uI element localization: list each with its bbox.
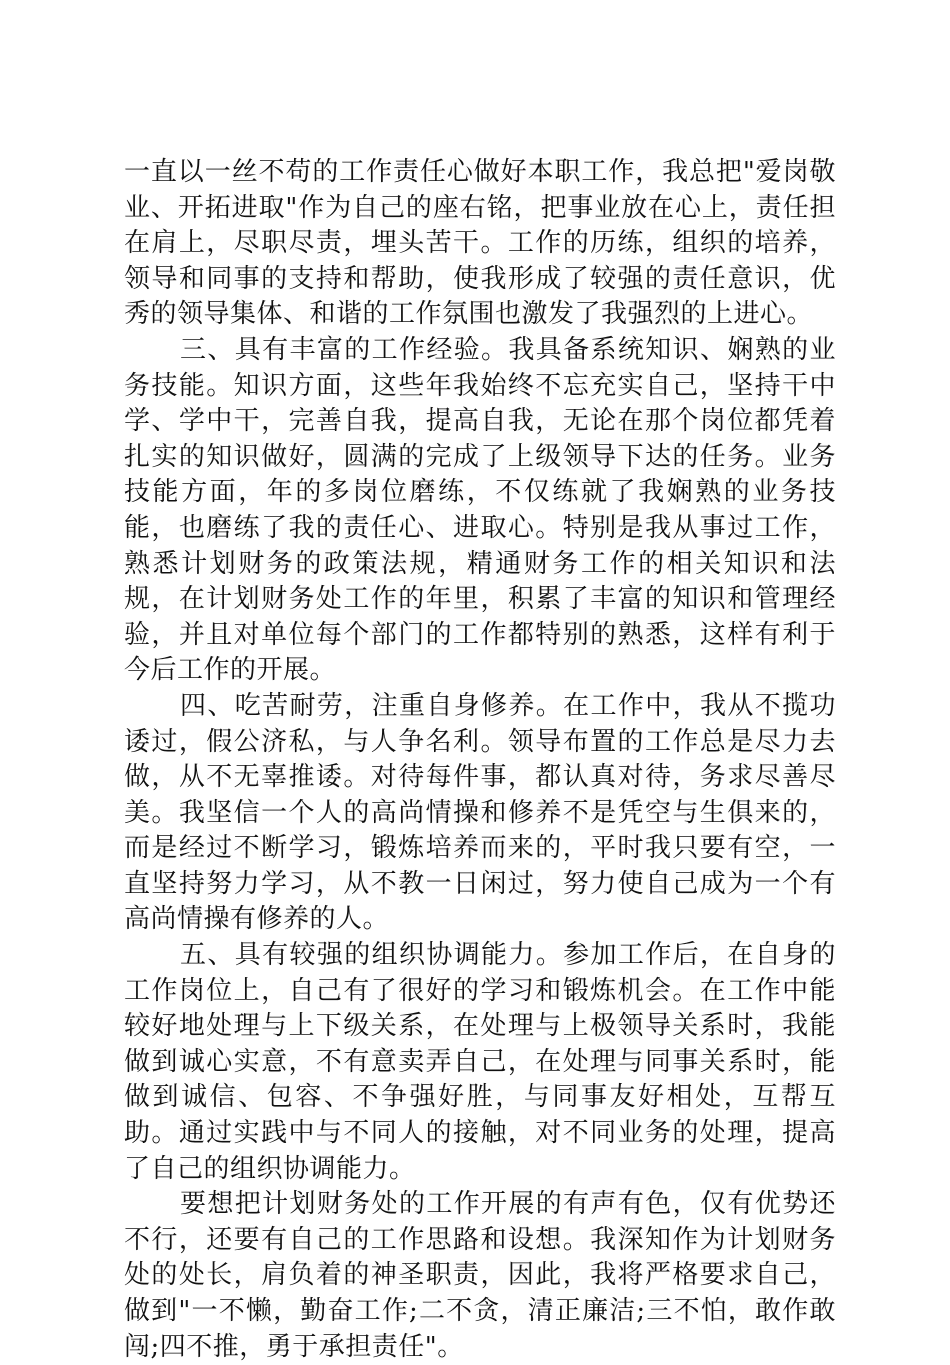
paragraph-work-plan: 要想把计划财务处的工作开展的有声有色，仅有优势还不行，还要有自己的工作思路和设想。我深知作为计划财务处的处长，肩负着的神圣职责，因此，我将严格要求自己，做到"一不懒，勤奋工作;二不贪，清正廉洁;三不怕，敢作敢闯;四不推，勇于承担责任"。 [124, 1189, 836, 1362]
paragraph-work-experience: 三、具有丰富的工作经验。我具备系统知识、娴熟的业务技能。知识方面，这些年我始终不忘充实自己，坚持干中学、学中干，完善自我，提高自我，无论在那个岗位都凭着扎实的知识做好，圆满的完成了上级领导下达的任务。业务技能方面，年的多岗位磨练，不仅练就了我娴熟的业务技能，也磨练了我的责任心、进取心。特别是我从事过工作，熟悉计划财务的政策法规，精通财务工作的相关知识和法规，在计划财务处工作的年里，积累了丰富的知识和管理经验，并且对单位每个部门的工作都特别的熟悉，这样有利于今后工作的开展。 [124, 334, 836, 686]
document-body [124, 155, 836, 1365]
paragraph-coordination-ability: 五、具有较强的组织协调能力。参加工作后，在自身的工作岗位上，自己有了很好的学习和锻炼机会。在工作中能较好地处理与上下级关系，在处理与上极领导关系时，我能做到诚心实意，不有意卖弄自己，在处理与同事关系时，能做到诚信、包容、不争强好胜，与同事友好相处，互帮互助。通过实践中与不同人的接触，对不同业务的处理，提高了自己的组织协调能力。 [124, 940, 836, 1184]
paragraph-self-cultivation: 四、吃苦耐劳，注重自身修养。在工作中，我从不揽功诿过，假公济私，与人争名利。领导布置的工作总是尽力去做，从不无辜推诿。对待每件事，都认真对待，务求尽善尽美。我坚信一个人的高尚情操和修养不是凭空与生俱来的，而是经过不断学习，锻炼培养而来的，平时我只要有空，一直坚持努力学习，从不教一日闲过，努力使自己成为一个有高尚情操有修养的人。 [124, 690, 836, 935]
paragraph-continuation: 一直以一丝不苟的工作责任心做好本职工作，我总把"爱岗敬业、开拓进取"作为自己的座右铭，把事业放在心上，责任担在肩上，尽职尽责，埋头苦干。工作的历练，组织的培养，领导和同事的支持和帮助，使我形成了较强的责任意识，优秀的领导集体、和谐的工作氛围也激发了我强烈的上进心。 [124, 157, 836, 330]
